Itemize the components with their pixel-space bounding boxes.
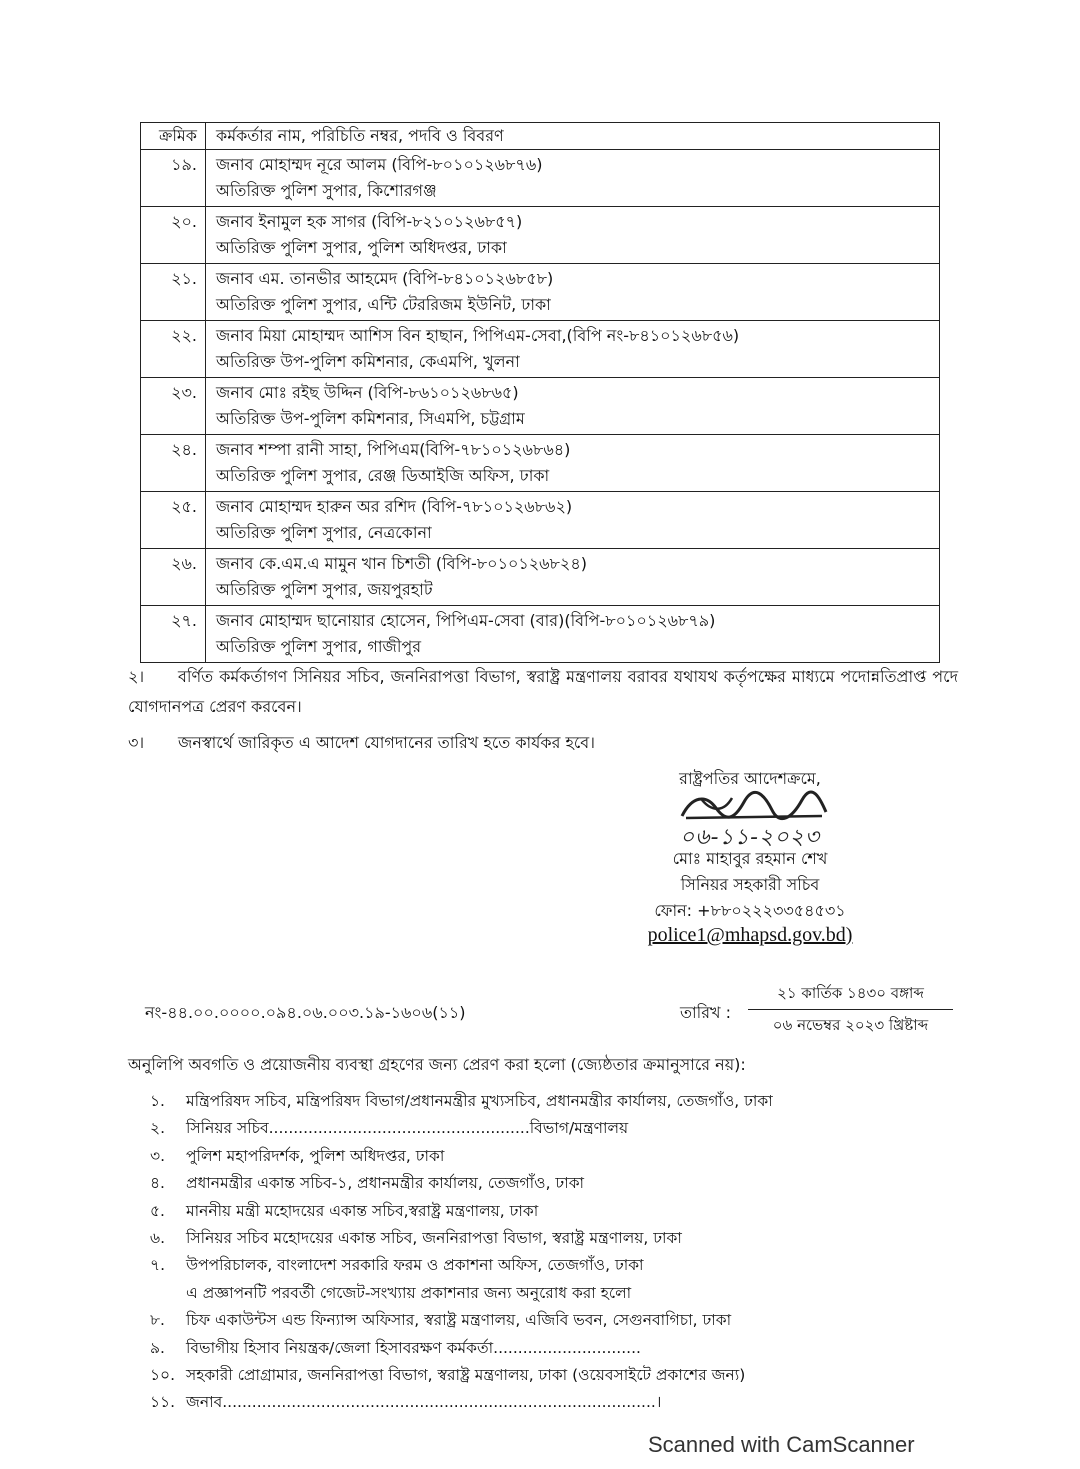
list-item <box>150 1170 950 1197</box>
table-row <box>141 321 940 378</box>
paragraph-2 <box>128 662 958 722</box>
list-item <box>150 1088 950 1115</box>
list-item-number: ৯. <box>150 1338 165 1357</box>
serial-cell: ২৫. <box>141 492 206 549</box>
table-row <box>141 435 940 492</box>
details-header: কর্মকর্তার নাম, পরিচিতি নম্বর, পদবি ও বিবরণ <box>206 123 940 150</box>
list-item-continuation: এ প্রজ্ঞাপনটি পরবর্তী গেজেট-সংখ্যায় প্রকাশনার জন্য অনুরোধ করা হলো <box>186 1283 632 1302</box>
serial-cell: ২০. <box>141 207 206 264</box>
officer-post: অতিরিক্ত পুলিশ সুপার, এন্টি টেররিজম ইউনিট, ঢাকা <box>216 295 551 314</box>
signatory-name: মোঃ মাহাবুর রহমান শেখ <box>672 849 828 868</box>
serial-cell: ২৩. <box>141 378 206 435</box>
details-cell <box>206 264 940 321</box>
camscanner-watermark: Scanned with CamScanner <box>648 1432 915 1457</box>
details-cell <box>206 378 940 435</box>
table-row <box>141 207 940 264</box>
list-item <box>150 1143 950 1170</box>
list-item-number: ৮. <box>150 1311 165 1330</box>
serial-header: ক্রমিক <box>141 123 206 150</box>
copy-list <box>150 1088 950 1417</box>
list-item-number: ১১. <box>150 1393 176 1412</box>
officer-post: অতিরিক্ত পুলিশ সুপার, পুলিশ অধিদপ্তর, ঢাকা <box>216 238 507 257</box>
officer-name: জনাব কে.এম.এ মামুন খান চিশতী (বিপি-৮০১০১২৬৮২৪) <box>216 554 587 573</box>
details-cell <box>206 321 940 378</box>
details-cell <box>206 492 940 549</box>
list-item-text: প্রধানমন্ত্রীর একান্ত সচিব-১, প্রধানমন্ত্রীর কার্যালয়, তেজগাঁও, ঢাকা <box>186 1174 585 1193</box>
list-item <box>150 1225 950 1252</box>
officer-name: জনাব মোঃ রইছ উদ্দিন (বিপি-৮৬১০১২৬৮৬৫) <box>216 383 519 402</box>
serial-cell: ২৬. <box>141 549 206 606</box>
officer-post: অতিরিক্ত পুলিশ সুপার, কিশোরগঞ্জ <box>216 181 437 200</box>
paragraph-3 <box>128 728 958 758</box>
details-cell <box>206 150 940 207</box>
order-line: রাষ্ট্রপতির আদেশক্রমে, <box>679 769 821 788</box>
serial-cell: ২১. <box>141 264 206 321</box>
list-item-number: ৩. <box>150 1146 166 1165</box>
list-item-text: সহকারী প্রোগ্রামার, জননিরাপত্তা বিভাগ, স্বরাষ্ট্র মন্ত্রণালয়, ঢাকা (ওয়েবসাইটে প্রকাশের জন্য) <box>186 1366 746 1385</box>
list-item <box>150 1389 950 1416</box>
officer-post: অতিরিক্ত পুলিশ সুপার, জয়পুরহাট <box>216 580 433 599</box>
list-item <box>150 1335 950 1362</box>
list-item-number: ৪. <box>150 1174 165 1193</box>
list-item-text: সিনিয়র সচিব.....................................................বিভাগ/মন্ত্রণালয় <box>186 1119 629 1138</box>
list-item-text: জনাব........................................................................................। <box>186 1393 662 1412</box>
officer-name: জনাব শম্পা রানী সাহা, পিপিএম(বিপি-৭৮১০১২৬৮৬৪) <box>216 440 571 459</box>
officer-post: অতিরিক্ত পুলিশ সুপার, রেঞ্জ ডিআইজি অফিস, ঢাকা <box>216 466 550 485</box>
officer-name: জনাব মিয়া মোহাম্মদ আশিস বিন হাছান, পিপিএম-সেবা,(বিপি নং-৮৪১০১২৬৮৫৬) <box>216 326 740 345</box>
serial-cell: ২৭. <box>141 606 206 663</box>
paragraph-number: ২। <box>128 667 145 686</box>
table-row <box>141 492 940 549</box>
officer-name: জনাব ইনামুল হক সাগর (বিপি-৮২১০১২৬৮৫৭) <box>216 212 523 231</box>
officer-post: অতিরিক্ত পুলিশ সুপার, গাজীপুর <box>216 637 422 656</box>
copy-intro: অনুলিপি অবগতি ও প্রয়োজনীয় ব্যবস্থা গ্রহণের জন্য প্রেরণ করা হলো (জ্যেষ্ঠতার ক্রমানুসারে নয়): <box>128 1055 746 1074</box>
list-item <box>150 1307 950 1334</box>
paragraph-text: জনস্বার্থে জারিকৃত এ আদেশ যোগদানের তারিখ হতে কার্যকর হবে। <box>178 733 595 752</box>
list-item-text: উপপরিচালক, বাংলাদেশ সরকারি ফরম ও প্রকাশনা অফিস, তেজগাঁও, ঢাকা <box>186 1256 644 1275</box>
list-item-text: চিফ একাউন্টস এন্ড ফিন্যান্স অফিসার, স্বরাষ্ট্র মন্ত্রণালয়, এজিবি ভবন, সেগুনবাগিচা, ঢাকা <box>186 1311 732 1330</box>
table-row <box>141 264 940 321</box>
list-item-number: ১. <box>150 1092 165 1110</box>
table-header-row <box>141 123 940 150</box>
list-item-text: সিনিয়র সচিব মহোদয়ের একান্ত সচিব, জননিরাপত্তা বিভাগ, স্বরাষ্ট্র মন্ত্রণালয়, ঢাকা <box>186 1229 682 1248</box>
list-item <box>150 1362 950 1389</box>
list-item-number: ৭. <box>150 1256 166 1275</box>
officer-post: অতিরিক্ত উপ-পুলিশ কমিশনার, সিএমপি, চট্টগ্রাম <box>216 409 525 428</box>
list-item <box>150 1198 950 1225</box>
officers-table <box>140 122 940 663</box>
serial-cell: ১৯. <box>141 150 206 207</box>
signatory-phone: ফোন: +৮৮০২২২৩৩৫৪৫৩১ <box>654 901 846 920</box>
officer-post: অতিরিক্ত উপ-পুলিশ কমিশনার, কেএমপি, খুলনা <box>216 352 520 371</box>
paragraph-text: বর্ণিত কর্মকর্তাগণ সিনিয়র সচিব, জননিরাপত্তা বিভাগ, স্বরাষ্ট্র মন্ত্রণালয় বরাবর যথাযথ কর্তৃপক্ষের মাধ্যমে পদোন্নতিপ্রাপ্ত পদে যোগদানপত্র প্রেরণ করবেন। <box>128 667 958 716</box>
details-cell <box>206 549 940 606</box>
date-bangla: ২১ কার্তিক ১৪৩০ বঙ্গাব্দ <box>748 982 953 1010</box>
date-english: ০৬ নভেম্বর ২০২৩ খ্রিষ্টাব্দ <box>772 1016 929 1034</box>
details-cell <box>206 435 940 492</box>
officer-name: জনাব মোহাম্মদ ছানোয়ার হোসেন, পিপিএম-সেবা (বার)(বিপি-৮০১০১২৬৮৭৯) <box>216 611 716 630</box>
table-row <box>141 549 940 606</box>
list-item-text: বিভাগীয় হিসাব নিয়ন্ত্রক/জেলা হিসাবরক্ষণ কর্মকর্তা.............................. <box>186 1338 641 1357</box>
list-item <box>150 1252 950 1307</box>
officer-name: জনাব এম. তানভীর আহমেদ (বিপি-৮৪১০১২৬৮৫৮) <box>216 269 554 288</box>
date-label: তারিখ : <box>680 1003 732 1022</box>
serial-cell: ২৪. <box>141 435 206 492</box>
details-cell <box>206 606 940 663</box>
table-row <box>141 150 940 207</box>
handwritten-signature <box>672 790 832 824</box>
officer-post: অতিরিক্ত পুলিশ সুপার, নেত্রকোনা <box>216 523 432 542</box>
list-item-number: ৫. <box>150 1201 165 1220</box>
list-item-number: ১০. <box>150 1366 176 1385</box>
details-cell <box>206 207 940 264</box>
list-item-number: ৬. <box>150 1229 166 1248</box>
handwritten-date: ০৬-১১-২০২৩ <box>679 825 821 850</box>
list-item-text: মন্ত্রিপরিষদ সচিব, মন্ত্রিপরিষদ বিভাগ/প্রধানমন্ত্রীর মুখ্যসচিব, প্রধানমন্ত্রীর কার্যালয়, তেজগাঁও, ঢাকা <box>186 1092 773 1110</box>
signatory-email-link[interactable]: police1@mhapsd.gov.bd) <box>647 924 853 946</box>
list-item-text: মাননীয় মন্ত্রী মহোদয়ের একান্ত সচিব,স্বরাষ্ট্র মন্ত্রণালয়, ঢাকা <box>186 1201 539 1220</box>
list-item-number: ২. <box>150 1119 166 1138</box>
list-item-text: পুলিশ মহাপরিদর্শক, পুলিশ অধিদপ্তর, ঢাকা <box>186 1146 445 1165</box>
table-row <box>141 378 940 435</box>
officer-name: জনাব মোহাম্মদ হারুন অর রশিদ (বিপি-৭৮১০১২৬৮৬২) <box>216 497 573 516</box>
signatory-designation: সিনিয়র সহকারী সচিব <box>680 875 820 894</box>
paragraph-number: ৩। <box>128 733 145 752</box>
officer-name: জনাব মোহাম্মদ নূরে আলম (বিপি-৮০১০১২৬৮৭৬) <box>216 155 543 174</box>
table-row <box>141 606 940 663</box>
memo-date <box>748 982 953 1039</box>
memo-number: নং-৪৪.০০.০০০০.০৯৪.০৬.০০৩.১৯-১৬০৬(১১) <box>145 1003 466 1022</box>
list-item <box>150 1115 950 1142</box>
serial-cell: ২২. <box>141 321 206 378</box>
